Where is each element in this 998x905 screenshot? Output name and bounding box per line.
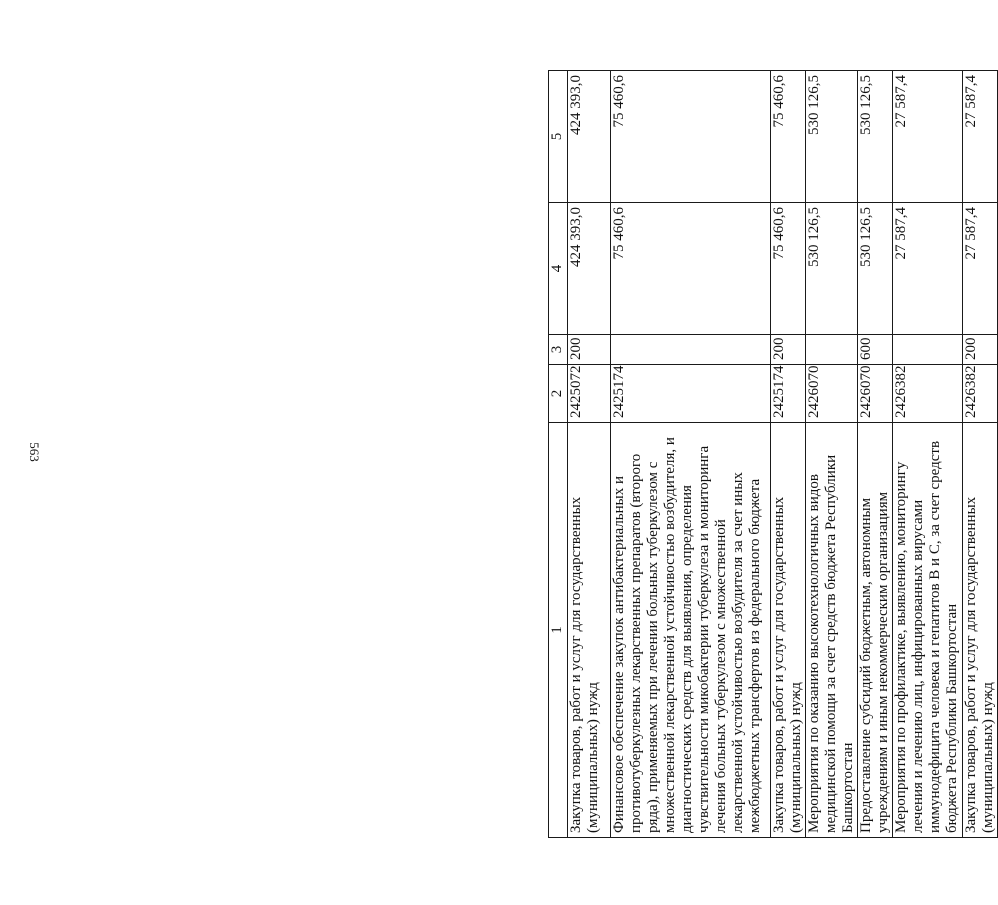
row-value-col5: 530 126,5 xyxy=(806,71,858,203)
header-col-5: 5 xyxy=(549,71,568,203)
row-value-col5: 424 393,0 xyxy=(568,71,611,203)
row-code: 2426382 xyxy=(963,365,998,423)
header-row xyxy=(549,71,568,838)
header-col-2: 2 xyxy=(549,365,568,423)
row-vr xyxy=(806,335,858,365)
row-name: Мероприятия по оказанию высокотехнологичных видов медицинской помощи за счет средств бюджета Республики Башкортостан xyxy=(806,423,858,838)
row-code: 2425072 xyxy=(568,365,611,423)
page-number: 563 xyxy=(27,442,42,462)
row-vr: 600 xyxy=(858,335,893,365)
table-row xyxy=(568,71,611,838)
budget-table xyxy=(548,70,998,838)
row-value-col4: 424 393,0 xyxy=(568,203,611,335)
row-code: 2426070 xyxy=(858,365,893,423)
table-row xyxy=(611,71,771,838)
table-row xyxy=(806,71,858,838)
row-vr: 200 xyxy=(771,335,806,365)
row-code: 2425174 xyxy=(611,365,771,423)
row-value-col4: 75 460,6 xyxy=(771,203,806,335)
row-code: 2425174 xyxy=(771,365,806,423)
row-name: Мероприятия по профилактике, выявлению, мониторингу лечения и лечению лиц, инфицированных вирусами иммунодефицита человека и гепатитов B и C, за счет средств бюджета Республики Башкортостан xyxy=(893,423,963,838)
row-value-col4: 530 126,5 xyxy=(806,203,858,335)
row-code: 2426382 xyxy=(893,365,963,423)
row-code: 2426070 xyxy=(806,365,858,423)
header-col-4: 4 xyxy=(549,203,568,335)
row-name: Закупка товаров, работ и услуг для государственных (муниципальных) нужд xyxy=(568,423,611,838)
row-value-col4: 27 587,4 xyxy=(893,203,963,335)
row-value-col4: 75 460,6 xyxy=(611,203,771,335)
rotated-table-container xyxy=(548,71,998,838)
row-vr xyxy=(893,335,963,365)
row-name: Закупка товаров, работ и услуг для государственных (муниципальных) нужд xyxy=(771,423,806,838)
row-value-col4: 27 587,4 xyxy=(963,203,998,335)
row-value-col5: 75 460,6 xyxy=(771,71,806,203)
row-value-col5: 530 126,5 xyxy=(858,71,893,203)
table-row xyxy=(893,71,963,838)
header-col-1: 1 xyxy=(549,423,568,838)
row-vr xyxy=(611,335,771,365)
row-name: Финансовое обеспечение закупок антибактериальных и противотуберкулезных лекарственных препаратов (второго ряда), применяемых при лечении больных туберкулезом с множественной лекарственной устойчивостью возбудителя, и диагностических средств для выявления, определения чувствительности микобактерии туберкулеза и мониторинга лечения больных туберкулезом с множественной лекарственной устойчивостью возбудителя за счет иных межбюджетных трансфертов из федерального бюджета xyxy=(611,423,771,838)
row-name: Закупка товаров, работ и услуг для государственных (муниципальных) нужд xyxy=(963,423,998,838)
row-vr: 200 xyxy=(568,335,611,365)
row-value-col5: 27 587,4 xyxy=(893,71,963,203)
row-vr: 200 xyxy=(963,335,998,365)
row-value-col5: 75 460,6 xyxy=(611,71,771,203)
table-row xyxy=(858,71,893,838)
row-name: Предоставление субсидий бюджетным, автономным учреждениям и иным некоммерческим организациям xyxy=(858,423,893,838)
row-value-col5: 27 587,4 xyxy=(963,71,998,203)
table-row xyxy=(963,71,998,838)
row-value-col4: 530 126,5 xyxy=(858,203,893,335)
header-col-3: 3 xyxy=(549,335,568,365)
table-row xyxy=(771,71,806,838)
